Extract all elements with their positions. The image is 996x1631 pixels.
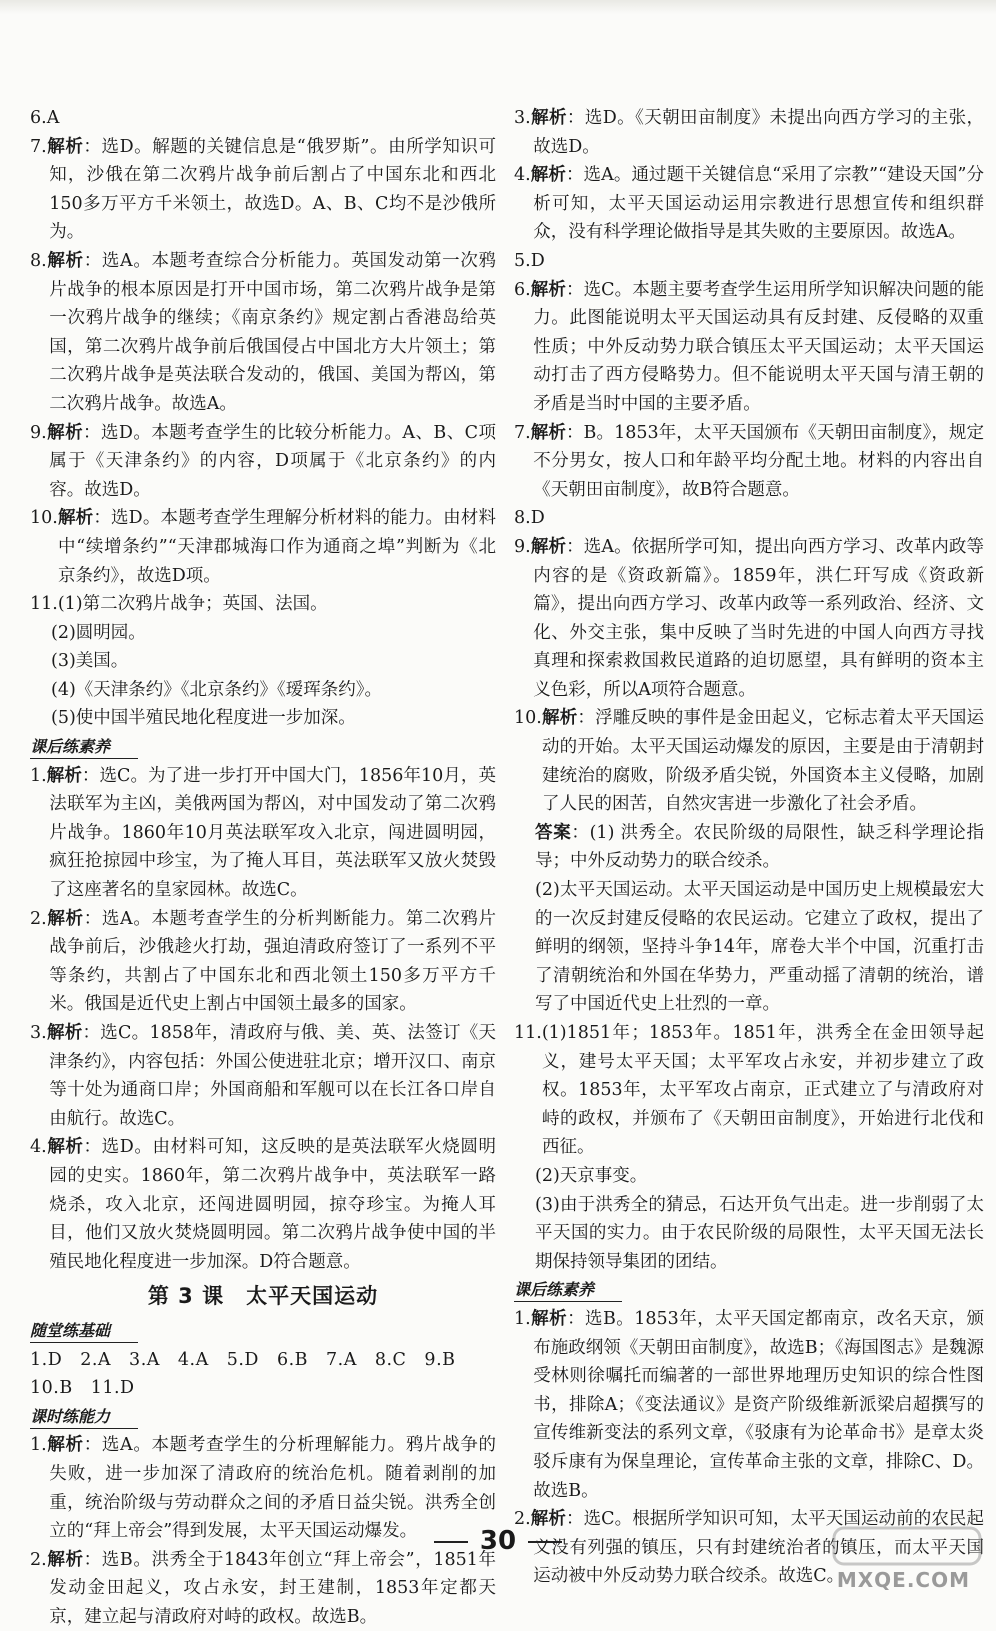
answer-label: 解析 xyxy=(530,536,567,557)
answer-item: 9.解析：选D。本题考查学生的比较分析能力。A、B、C项属于《天津条约》的内容，D项属于《北京条约》的内容。故选D。 xyxy=(30,422,496,500)
answer-item: 6.解析：选C。本题主要考查学生运用所学知识解决问题的能力。此图能说明太平天国运动具有反封建、反侵略的双重性质；中外反动势力联合镇压太平天国运动；太平天国运动打击了西方侵略势力。但不能说明太平天国与清王朝的矛盾是当时中国的主要矛盾。 xyxy=(514,279,985,414)
answer-label: 解析 xyxy=(46,422,84,443)
lesson-title: 第 3 课 太平天国运动 xyxy=(147,1284,379,1309)
section-label: 课后练素养 xyxy=(514,1279,622,1302)
answer-label: 解析 xyxy=(46,1023,83,1043)
answer-label: 解析 xyxy=(530,279,566,300)
quick-answers: 10.B 11.D xyxy=(30,1378,135,1399)
page-number-text: 30 xyxy=(479,1526,517,1556)
answer-item: 2.解析：选A。本题考查学生的分析判断能力。第二次鸦片战争前后，沙俄趁火打劫，强迫清政府签订了一系列不平等条约，共割占了中国东北和西北领土150多万平方千米。俄国是近代史上割占中国领土最多的国家。 xyxy=(30,908,496,1015)
section-label: 随堂练基础 xyxy=(30,1320,138,1343)
answer-item: 6.A xyxy=(30,108,60,128)
answer-label: 答案 xyxy=(535,822,572,843)
watermark-text: MXQE.COM xyxy=(836,1568,970,1592)
answer-subitem: (3)由于洪秀全的猜忌，石达开负气出走。进一步削弱了太平天国的实力。由于农民阶级的局限性，太平天国无法长期保持领导集团的团结。 xyxy=(535,1194,984,1272)
left-items-a xyxy=(30,104,496,590)
left-column xyxy=(30,104,496,1631)
answer-subitem: (5)使中国半殖民地化程度进一步加深。 xyxy=(51,708,356,729)
answer-item: 9.解析：选A。依据所学可知，提出向西方学习、改革内政等内容的是《资政新篇》。1859年，洪仁玕写成《资政新篇》，提出向西方学习、改革内政等一系列政治、经济、文化、外交主张，集中反映了当时先进的中国人向西方寻找真理和探索救国救民道路的迫切愿望，具有鲜明的资本主义色彩，所以A项符合题意。 xyxy=(514,536,985,700)
answer-item: 5.D xyxy=(514,250,545,271)
answer-item: 4.解析：选D。由材料可知，这反映的是英法联军火烧圆明园的史实。1860年，第二次鸦片战争中，英法联军一路烧杀，攻入北京，还闯进圆明园，掠夺珍宝。为掩人耳目，他们又放火焚烧圆明园。第二次鸦片战争使中国的半殖民地化程度进一步加深。D符合题意。 xyxy=(30,1137,497,1272)
answer-item: 3.解析：选C。1858年，清政府与俄、美、英、法签订《天津条约》，内容包括：外国公使进驻北京；增开汉口、南京等十处为通商口岸；外国商船和军舰可以在长江各口岸自由航行。故选C。 xyxy=(30,1023,496,1129)
answer-item: 4.解析：选A。通过题干关键信息“采用了宗教”“建设天国”分析可知，太平天国运动运用宗教进行思想宣传和组织群众，没有科学理论做指导是其失败的主要原因。故选A。 xyxy=(514,165,984,243)
answer-subitem: (2)太平天国运动。太平天国运动是中国历史上规模最宏大的一次反封建反侵略的农民运动。它建立了政权，提出了鲜明的纲领，坚持斗争14年，席卷大半个中国，沉重打击了清朝统治和外国在华势力，严重动摇了清朝的统治，谱写了中国近代史上壮烈的一章。 xyxy=(535,880,984,1015)
page-number-dash xyxy=(434,1541,468,1543)
answer-subitem: 答案：(1) 洪秀全。农民阶级的局限性，缺乏科学理论指导；中外反动势力的联合绞杀。 xyxy=(535,822,984,872)
answer-item: 10.解析：浮雕反映的事件是金田起义，它标志着太平天国运动的开始。太平天国运动爆发的原因，主要是由于清朝封建统治的腐败，阶级矛盾尖锐，外国资本主义侵略，加剧了人民的困苦，自然灾害进一步激化了社会矛盾。 xyxy=(514,708,985,815)
answer-label: 解析 xyxy=(541,708,578,729)
answer-item: 7.解析：选D。解题的关键信息是“俄罗斯”。由所学知识可知，沙俄在第二次鸦片战争前后割占了中国东北和西北150多万平方千米领土，故选D。A、B、C均不是沙俄所为。 xyxy=(30,136,496,243)
answer-label: 解析 xyxy=(530,165,566,186)
answer-item: 1.解析：选B。1853年，太平天国定都南京，改名天京，颁布施政纲领《天朝田亩制度》，故选B；《海国图志》是魏源受林则徐嘱托而编著的一部世界地理历史知识的综合性图书，排除A；《变法通议》是资产阶级维新派梁启超撰写的宣传维新变法的系列文章，《驳康有为论革命书》是章太炎驳斥康有为保皇理论，宣传革命主张的文章，排除C、D。故选B。 xyxy=(514,1308,985,1501)
answer-label: 解析 xyxy=(530,108,567,128)
answer-label: 解析 xyxy=(46,1549,84,1570)
answer-item: 1.解析：选C。为了进一步打开中国大门，1856年10月，英法联军为主凶，美俄两国为帮凶，对中国发动了第二次鸦片战争。1860年10月英法联军攻入北京，闯进圆明园，疯狂抢掠园中珍宝，为了掩人耳目，英法联军又放火焚毁了这座著名的皇家园林。故选C。 xyxy=(30,765,496,901)
answer-label: 解析 xyxy=(46,908,84,929)
answer-label: 解析 xyxy=(46,1435,84,1456)
answer-item: 10.解析：选D。本题考查学生理解分析材料的能力。由材料中“续增条约”“天津郡城海口作为通商之埠”判断为《北京条约》，故选D项。 xyxy=(30,508,497,586)
section-label: 课时练能力 xyxy=(30,1406,138,1429)
answer-label: 解析 xyxy=(46,1137,84,1158)
section-label: 课后练素养 xyxy=(30,736,138,759)
answer-label: 解析 xyxy=(46,765,82,786)
answer-subitem: (4)《天津条约》《北京条约》《瑷珲条约》。 xyxy=(51,679,383,700)
answer-subitem: (2)圆明园。 xyxy=(51,622,146,643)
scan-top-edge xyxy=(0,0,996,14)
answer-item: 3.解析：选D。《天朝田亩制度》未提出向西方学习的主张，故选D。 xyxy=(514,108,985,157)
answer-subitem: (3)美国。 xyxy=(51,651,129,672)
answer-item: 2.解析：选B。洪秀全于1843年创立“拜上帝会”，1851年发动金田起义，攻占永安，封王建制，1853年定都天京，建立起与清政府对峙的政权。故选B。 xyxy=(30,1549,496,1627)
answer-item: 8.D xyxy=(514,508,545,529)
page-number-dash xyxy=(528,1541,562,1543)
answer-item-11: 11.(1)1851年；1853年。1851年，洪秀全在金田领导起义，建号太平天国；太平军攻占永安，并初步建立了政权。1853年，太平军攻占南京，正式建立了与清政府对峙的政权，并颁布了《天朝田亩制度》，开始进行北伐和西征。 xyxy=(514,1023,984,1158)
answer-label: 解析 xyxy=(530,1308,568,1329)
answer-subitem: (2)天京事变。 xyxy=(535,1165,648,1186)
answer-label: 解析 xyxy=(46,250,84,271)
answer-item: 1.解析：选A。本题考查学生的分析理解能力。鸦片战争的失败，进一步加深了清政府的统治危机。随着剥削的加重，统治阶级与劳动群众之间的矛盾日益尖锐。洪秀全创立的“拜上帝会”得到发展，太平天国运动爆发。 xyxy=(30,1435,496,1542)
answer-label: 解析 xyxy=(46,136,84,157)
right-column xyxy=(514,104,984,1591)
answer-item-11: 11.(1)第二次鸦片战争；英国、法国。 xyxy=(30,594,328,615)
answer-label: 解析 xyxy=(57,508,94,529)
answer-label: 解析 xyxy=(530,1509,566,1530)
answer-item: 2.解析：选C。根据所学知识可知，太平天国运动前的农民起义没有列强的镇压，只有封建统治者的镇压，而太平天国运动被中外反动势力联合绞杀。故选C。 xyxy=(514,1509,985,1587)
answer-label: 解析 xyxy=(530,422,566,443)
answer-item: 8.解析：选A。本题考查综合分析能力。英国发动第一次鸦片战争的根本原因是打开中国市场，第二次鸦片战争是第一次鸦片战争的继续；《南京条约》规定割占香港岛给英国，第二次鸦片战争前后俄国侵占中国北方大片领土；第二次鸦片战争是英法联合发动的，俄国、美国为帮凶，第二次鸦片战争。故选A。 xyxy=(30,250,496,414)
answer-item: 7.解析：B。1853年，太平天国颁布《天朝田亩制度》，规定不分男女，按人口和年龄平均分配土地。材料的内容出自《天朝田亩制度》，故B符合题意。 xyxy=(514,422,984,500)
quick-answers: 1.D 2.A 3.A 4.A 5.D 6.B 7.A 8.C 9.B xyxy=(30,1349,456,1370)
